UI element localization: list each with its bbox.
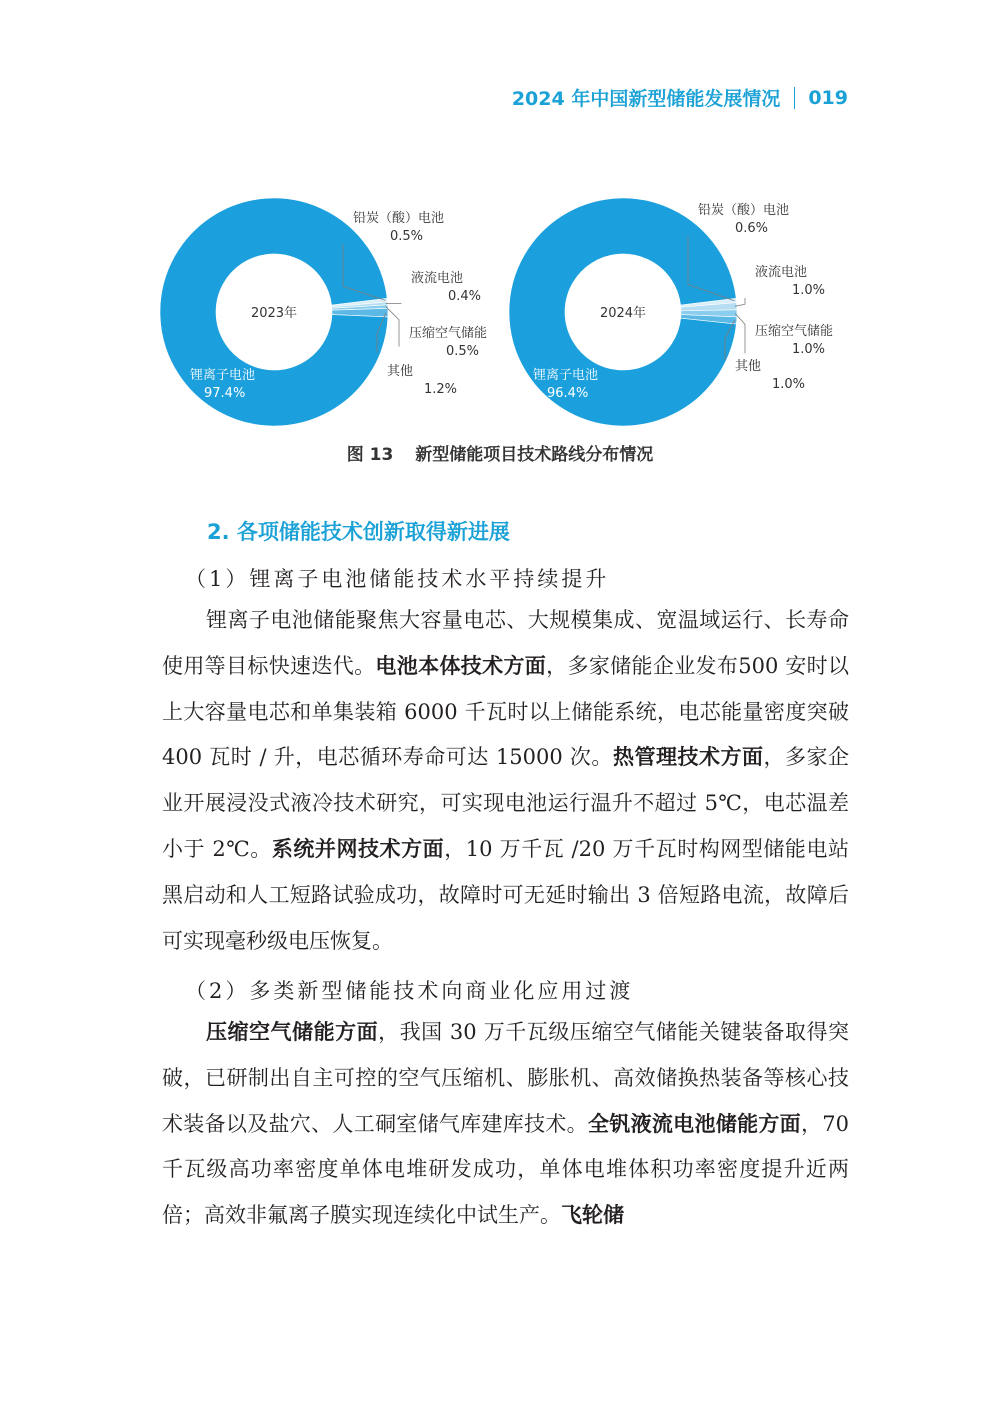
value-flow-battery: 0.4%	[448, 289, 482, 304]
page-number: 019	[808, 86, 848, 109]
label-li-ion: 锂离子电池	[190, 368, 256, 383]
para1-bold-1: 电池本体技术方面	[375, 653, 547, 678]
header-divider	[794, 87, 795, 109]
donut-chart-2023	[160, 198, 487, 426]
para1-text-2: ，多家储能企业发布500 安时以上大容量电芯和单集装箱 6000 千瓦时以上储能系统，电芯能量密度突破 400 瓦时 / 升，电芯循环寿命可达 15000 次。	[162, 653, 850, 770]
figure-title: 新型储能项目技术路线分布情况	[415, 445, 654, 465]
label-other: 其他	[387, 364, 414, 379]
para2-text-1: ，我国 30 万千瓦级压缩空气储能关键装备取得突破，已研制出自主可控的空气压缩机、膨胀机、高效储换热装备等核心技术装备以及盐穴、人工硐室储气库建库技术。	[162, 1020, 850, 1136]
header-title: 2024 年中国新型储能发展情况	[511, 88, 781, 110]
value-compressed-air: 1.0%	[792, 342, 826, 357]
para1-text-3: ，多家企业开展浸没式液冷技术研究，可实现电池运行温升不超过 5℃，电芯温差小于 2℃。	[162, 745, 850, 861]
label-li-ion: 锂离子电池	[533, 368, 599, 383]
paragraph-1	[162, 598, 849, 964]
para1-bold-2: 热管理技术方面	[612, 745, 764, 770]
value-compressed-air: 0.5%	[446, 344, 480, 359]
value-flow-battery: 1.0%	[792, 283, 826, 298]
label-lead-carbon: 铅炭（酸）电池	[353, 211, 445, 226]
para1-bold-3: 系统并网技术方面	[271, 836, 445, 861]
para2-text-2: ，70 千瓦级高功率密度单体电堆研发成功，单体电堆体积功率密度提升近两倍；高效非氟离子膜实现连续化中试生产。	[162, 1111, 850, 1228]
para1-text-4: ，10 万千瓦 /20 万千瓦时构网型储能电站黑启动和人工短路试验成功，故障时可无延时输出 3 倍短路电流，故障后可实现毫秒级电压恢复。	[162, 836, 850, 953]
label-lead-carbon: 铅炭（酸）电池	[698, 203, 790, 218]
section-title: 2. 各项储能技术创新取得新进展	[207, 520, 510, 544]
para1-text-1: 锂离子电池储能聚焦大容量电芯、大规模集成、宽温域运行、长寿命使用等目标快速迭代。	[162, 608, 849, 678]
value-li-ion: 97.4%	[204, 386, 246, 401]
value-li-ion: 96.4%	[547, 386, 589, 401]
figure-caption	[0, 440, 1000, 465]
chart-center-title: 2023年	[250, 306, 298, 321]
para2-bold-3: 飞轮储	[561, 1203, 624, 1228]
label-compressed-air: 压缩空气储能	[409, 326, 488, 341]
label-flow-battery: 液流电池	[411, 271, 464, 286]
para2-bold-2: 全钒液流电池储能方面	[587, 1111, 801, 1136]
para2-bold-1: 压缩空气储能方面	[206, 1020, 379, 1044]
donut-chart-2024	[509, 198, 833, 426]
label-compressed-air: 压缩空气储能	[755, 324, 834, 339]
figure-donut-charts	[0, 180, 1000, 430]
chart-center-title: 2024年	[599, 306, 647, 321]
value-other: 1.0%	[772, 377, 806, 392]
figure-number: 图 13	[346, 445, 394, 465]
value-lead-carbon: 0.6%	[735, 221, 769, 236]
subsection-title-2: （2）多类新型储能技术向商业化应用过渡	[185, 979, 634, 1003]
value-lead-carbon: 0.5%	[390, 229, 424, 244]
value-other: 1.2%	[424, 382, 458, 397]
label-other: 其他	[735, 359, 762, 374]
subsection-title-1: （1）锂离子电池储能技术水平持续提升	[185, 567, 610, 591]
label-flow-battery: 液流电池	[755, 265, 808, 280]
page-header	[512, 84, 848, 111]
paragraph-2	[162, 1010, 849, 1239]
